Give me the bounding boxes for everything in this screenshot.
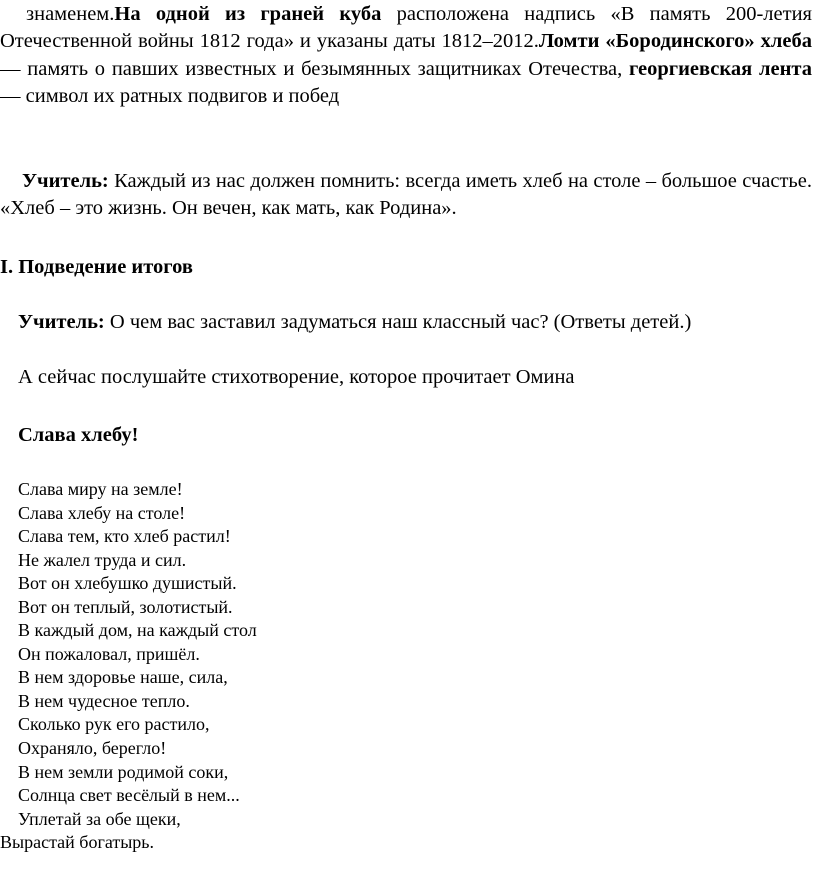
- poem-line: Солнца свет весёлый в нем...: [18, 785, 240, 806]
- speaker-text: Каждый из нас должен помнить: всегда иметь хлеб на столе – большое счастье. «Хлеб – это жизнь. Он вечен, как мать, как Родина».: [0, 170, 812, 220]
- paragraph-teacher-bread: [0, 168, 812, 223]
- section-heading: I. Подведение итогов: [0, 256, 193, 278]
- text-segment: — символ их ратных подвигов и побед: [0, 84, 340, 107]
- poem-lines: [0, 478, 257, 855]
- text-segment: расположена надпись «В память 200-летия Отечественной войны 1812 года» и указаны даты 1812–2012.: [0, 3, 812, 53]
- poem-line: В нем чудесное тепло.: [18, 690, 190, 711]
- bold-phrase: Ломти «Бородинского» хлеба: [538, 30, 812, 53]
- poem-line: Уплетай за обе щеки,: [18, 808, 181, 829]
- bold-phrase: На одной из граней куба: [114, 3, 382, 25]
- poem-line: Он пожаловал, пришёл.: [18, 643, 200, 664]
- poem-line: В нем здоровье наше, сила,: [18, 667, 228, 688]
- poem-line: Вот он хлебушко душистый.: [18, 573, 237, 594]
- poem-line: Слава хлебу на столе!: [18, 502, 186, 523]
- poem-intro: А сейчас послушайте стихотворение, которое прочитает Омина: [18, 366, 575, 388]
- text-segment: — память о павших известных и безымянных защитниках Отечества,: [0, 57, 629, 80]
- poem-line: Сколько рук его растило,: [18, 714, 210, 735]
- poem-line: В каждый дом, на каждый стол: [18, 620, 257, 641]
- poem-line: Слава миру на земле!: [18, 479, 183, 499]
- poem-line: Вот он теплый, золотистый.: [18, 596, 233, 617]
- speaker-label: Учитель:: [18, 311, 105, 333]
- bold-phrase: георгиевская лента: [628, 57, 812, 80]
- poem-title: Слава хлебу!: [18, 424, 139, 446]
- poem-line: Вырастай богатырь.: [0, 832, 155, 853]
- speaker-label: Учитель:: [22, 170, 109, 192]
- teacher-question: [18, 311, 691, 334]
- speaker-text: О чем вас заставил задуматься наш классный час? (Ответы детей.): [104, 311, 692, 333]
- poem-line: В нем земли родимой соки,: [18, 761, 229, 782]
- poem-line: Не жалел труда и сил.: [18, 549, 187, 570]
- poem-line: Слава тем, кто хлеб растил!: [18, 526, 231, 547]
- poem-line: Охраняло, берегло!: [18, 738, 167, 759]
- paragraph-monument-description: [0, 1, 812, 110]
- text-segment: знаменем.: [26, 3, 115, 25]
